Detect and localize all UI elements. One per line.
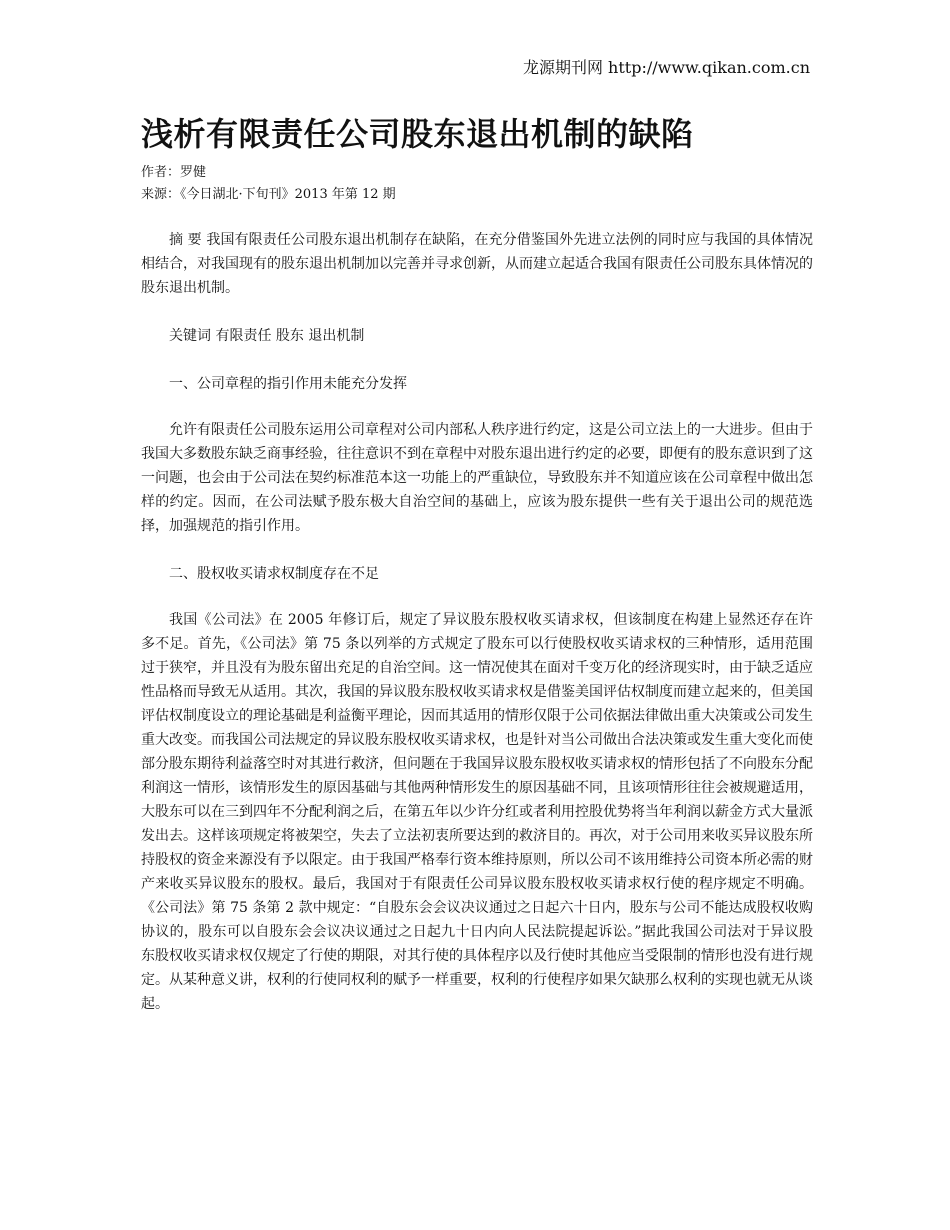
section-heading-1: 一、公司章程的指引作用未能充分发挥 [169,376,407,392]
author-line: 作者：罗健 [141,165,207,180]
source-line: 来源：《今日湖北·下旬刊》2013 年第 12 期 [141,187,396,202]
article-title: 浅析有限责任公司股东退出机制的缺陷 [141,115,694,153]
article-content [141,110,813,1016]
keywords-line: 关键词 有限责任 股东 退出机制 [169,328,365,344]
section-heading-2: 二、股权收买请求权制度存在不足 [169,566,379,582]
section-body-2: 我国《公司法》在 2005 年修订后，规定了异议股东股权收买请求权，但该制度在构建上显然还存在许多不足。首先，《公司法》第 75 条以列举的方式规定了股东可以行使股权收买请求权的三种情形，适用范围过于狭窄，并且没有为股东留出充足的自治空间。这一情况使其在面对千变万化的经济现实时，由于缺乏适应性品格而导致无从适用。其次，我国的异议股东股权收买请求权是借鉴美国评估权制度而建立起来的，但美国评估权制度设立的理论基础是利益衡平理论，因而其适用的情形仅限于公司依据法律做出重大决策或公司发生重大改变。而我国公司法规定的异议股东股权收买请求权，也是针对当公司做出合法决策或发生重大变化而使部分股东期待利益落空时对其进行救济，但问题在于我国异议股东股权收买请求权的情形包括了不向股东分配利润这一情形，该情形发生的原因基础与其他两种情形发生的原因基础不同，且该项情形往往会被规避适用，大股东可以在三到四年不分配利润之后，在第五年以少许分红或者利用控股优势将当年利润以薪金方式大量派发出去。这样该项规定将被架空，失去了立法初衷所要达到的救济目的。再次，对于公司用来收买异议股东所持股权的资金来源没有予以限定。由于我国严格奉行资本维持原则，所以公司不该用维持公司资本所必需的财产来收买异议股东的股权。最后，我国对于有限责任公司异议股东股权收买请求权行使的程序规定不明确。《公司法》第 75 条第 2 款中规定：“自股东会会议决议通过之日起六十日内，股东与公司不能达成股权收购协议的，股东可以自股东会会议决议通过之日起九十日内向人民法院提起诉讼。”据此我国公司法对于异议股东股权收买请求权仅规定了行使的期限，对其行使的具体程序以及行使时其他应当受限制的情形也没有进行规定。从某种意义讲，权利的行使同权利的赋予一样重要，权利的行使程序如果欠缺那么权利的实现也就无从谈起。 [141,612,813,1012]
site-header: 龙源期刊网 http://www.qikan.com.cn [522,58,810,77]
section-body-1: 允许有限责任公司股东运用公司章程对公司内部私人秩序进行约定，这是公司立法上的一大进步。但由于我国大多数股东缺乏商事经验，往往意识不到在章程中对股东退出进行约定的必要，即便有的股东意识到了这一问题，也会由于公司法在契约标准范本这一功能上的严重缺位，导致股东并不知道应该在公司章程中做出怎样的约定。因而，在公司法赋予股东极大自治空间的基础上，应该为股东提供一些有关于退出公司的规范选择，加强规范的指引作用。 [141,422,813,534]
abstract-paragraph: 摘 要 我国有限责任公司股东退出机制存在缺陷，在充分借鉴国外先进立法例的同时应与我国的具体情况相结合，对我国现有的股东退出机制加以完善并寻求创新，从而建立起适合我国有限责任公司股东具体情况的股东退出机制。 [141,232,813,296]
